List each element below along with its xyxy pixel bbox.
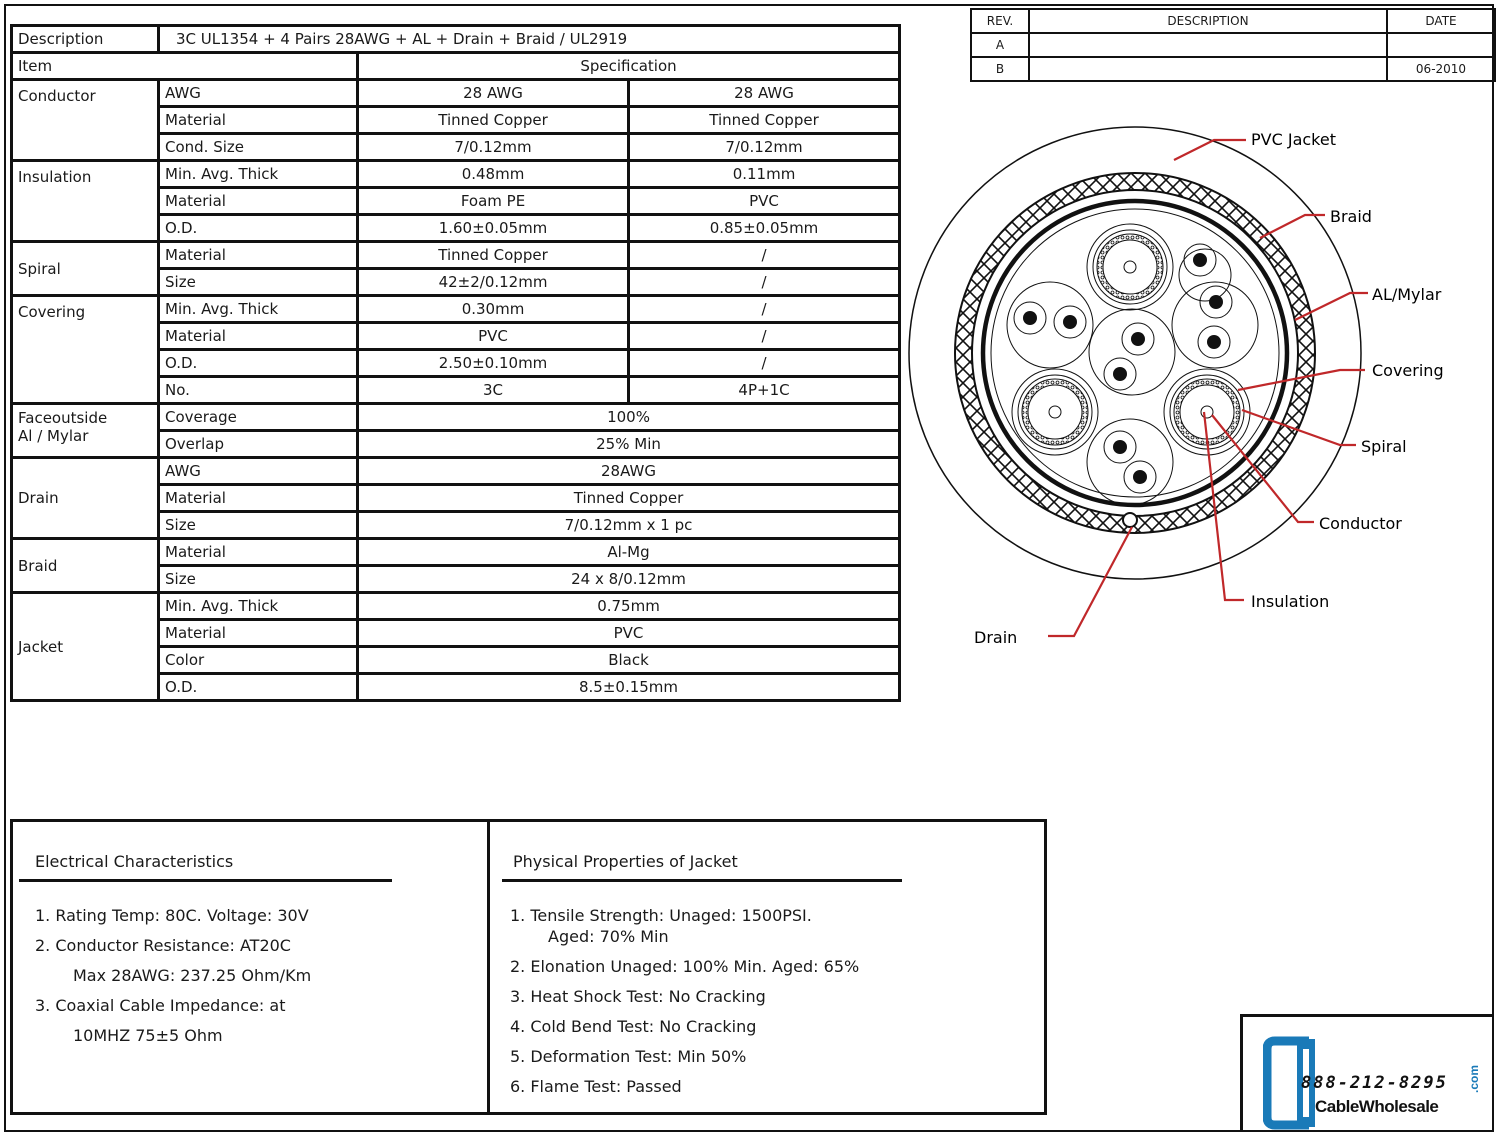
revision-header-row bbox=[971, 9, 1495, 33]
conductor-section-label: Conductor bbox=[12, 80, 159, 161]
physical-line: 1. Tensile Strength: Unaged: 1500PSI. bbox=[510, 906, 812, 925]
label-pvc-jacket: PVC Jacket bbox=[1251, 130, 1336, 149]
label-covering: Covering bbox=[1372, 361, 1444, 380]
rev-header: REV. bbox=[971, 9, 1029, 33]
row-label: Material bbox=[159, 107, 358, 134]
faceoutside-label-line1: Faceoutside bbox=[18, 409, 108, 427]
cell-value: / bbox=[629, 242, 900, 269]
cell-value: 8.5±0.15mm bbox=[358, 674, 900, 701]
cell-value: 0.30mm bbox=[358, 296, 629, 323]
row-label: Size bbox=[159, 566, 358, 593]
cell-value: PVC bbox=[358, 323, 629, 350]
electrical-title: Electrical Characteristics bbox=[35, 852, 234, 871]
cell-value: 28AWG bbox=[358, 458, 900, 485]
label-insulation: Insulation bbox=[1251, 592, 1330, 611]
row-label: AWG bbox=[159, 458, 358, 485]
covering-section-label: Covering bbox=[12, 296, 159, 404]
revision-row bbox=[971, 33, 1495, 57]
physical-line: 3. Heat Shock Test: No Cracking bbox=[510, 987, 766, 1006]
label-conductor: Conductor bbox=[1319, 514, 1402, 533]
cell-value: / bbox=[629, 296, 900, 323]
rev-description-cell bbox=[1029, 33, 1387, 57]
braid-section-label: Braid bbox=[12, 539, 159, 593]
row-label: Material bbox=[159, 620, 358, 647]
physical-properties-box bbox=[487, 819, 1047, 1115]
jacket-section-label: Jacket bbox=[12, 593, 159, 701]
row-label: No. bbox=[159, 377, 358, 404]
logo-brand: CableWholesale bbox=[1315, 1097, 1439, 1116]
cell-value: / bbox=[629, 323, 900, 350]
row-label: Size bbox=[159, 512, 358, 539]
row-label: Cond. Size bbox=[159, 134, 358, 161]
row-label: Min. Avg. Thick bbox=[159, 296, 358, 323]
cell-value: 24 x 8/0.12mm bbox=[358, 566, 900, 593]
electrical-line: Max 28AWG: 237.25 Ohm/Km bbox=[73, 966, 312, 985]
row-label: Color bbox=[159, 647, 358, 674]
row-label: AWG bbox=[159, 80, 358, 107]
cell-value: 7/0.12mm bbox=[358, 134, 629, 161]
drain-wire bbox=[1123, 513, 1137, 527]
cell-value: PVC bbox=[358, 620, 900, 647]
drain-section-label: Drain bbox=[12, 458, 159, 539]
coaxial-core-top bbox=[1087, 224, 1173, 310]
coaxial-core-left bbox=[1012, 369, 1098, 455]
faceoutside-section-label bbox=[12, 404, 159, 458]
electrical-characteristics-box bbox=[10, 819, 490, 1115]
item-header: Item bbox=[12, 53, 358, 80]
cell-value: Foam PE bbox=[358, 188, 629, 215]
rev-cell: B bbox=[971, 57, 1029, 81]
cell-value: Tinned Copper bbox=[358, 107, 629, 134]
revision-row bbox=[971, 57, 1495, 81]
physical-line: Aged: 70% Min bbox=[548, 927, 669, 946]
cell-value: 42±2/0.12mm bbox=[358, 269, 629, 296]
electrical-line: 3. Coaxial Cable Impedance: at bbox=[35, 996, 286, 1015]
logo-box bbox=[1240, 1014, 1492, 1130]
physical-title: Physical Properties of Jacket bbox=[513, 852, 738, 871]
cell-value: 100% bbox=[358, 404, 900, 431]
cell-value: Tinned Copper bbox=[358, 485, 900, 512]
electrical-line: 1. Rating Temp: 80C. Voltage: 30V bbox=[35, 906, 309, 925]
cell-value: 3C bbox=[358, 377, 629, 404]
electrical-title-rule bbox=[19, 879, 392, 882]
label-al-mylar: AL/Mylar bbox=[1372, 285, 1442, 304]
row-label: Material bbox=[159, 188, 358, 215]
row-label: Material bbox=[159, 485, 358, 512]
cell-value: Tinned Copper bbox=[629, 107, 900, 134]
row-label: O.D. bbox=[159, 350, 358, 377]
row-label: Min. Avg. Thick bbox=[159, 161, 358, 188]
description-label: Description bbox=[12, 26, 159, 53]
cell-value: Black bbox=[358, 647, 900, 674]
cell-value: PVC bbox=[629, 188, 900, 215]
electrical-line: 2. Conductor Resistance: AT20C bbox=[35, 936, 291, 955]
rev-date-cell bbox=[1387, 33, 1495, 57]
specification-table bbox=[10, 24, 901, 702]
physical-title-rule bbox=[502, 879, 902, 882]
cable-cross-section-diagram bbox=[900, 110, 1494, 670]
row-label: Min. Avg. Thick bbox=[159, 593, 358, 620]
cell-value: 0.11mm bbox=[629, 161, 900, 188]
cell-value: / bbox=[629, 350, 900, 377]
row-label: Material bbox=[159, 323, 358, 350]
cell-value: 1.60±0.05mm bbox=[358, 215, 629, 242]
row-label: Overlap bbox=[159, 431, 358, 458]
row-label: O.D. bbox=[159, 215, 358, 242]
label-braid: Braid bbox=[1330, 207, 1372, 226]
physical-line: 4. Cold Bend Test: No Cracking bbox=[510, 1017, 757, 1036]
cell-value: 0.75mm bbox=[358, 593, 900, 620]
rev-date-cell: 06-2010 bbox=[1387, 57, 1495, 81]
row-label: Material bbox=[159, 539, 358, 566]
row-label: Size bbox=[159, 269, 358, 296]
spiral-section-label: Spiral bbox=[12, 242, 159, 296]
rev-cell: A bbox=[971, 33, 1029, 57]
physical-line: 5. Deformation Test: Min 50% bbox=[510, 1047, 747, 1066]
label-spiral: Spiral bbox=[1361, 437, 1407, 456]
physical-line: 2. Elonation Unaged: 100% Min. Aged: 65% bbox=[510, 957, 860, 976]
cell-value: Al-Mg bbox=[358, 539, 900, 566]
cell-value: 28 AWG bbox=[358, 80, 629, 107]
electrical-line: 10MHZ 75±5 Ohm bbox=[73, 1026, 223, 1045]
cell-value: 7/0.12mm bbox=[629, 134, 900, 161]
cell-value: Tinned Copper bbox=[358, 242, 629, 269]
row-label: Coverage bbox=[159, 404, 358, 431]
revision-table bbox=[970, 8, 1496, 82]
cell-value: / bbox=[629, 269, 900, 296]
faceoutside-label-line2: Al / Mylar bbox=[18, 427, 89, 445]
date-header: DATE bbox=[1387, 9, 1495, 33]
row-label: Material bbox=[159, 242, 358, 269]
cell-value: 25% Min bbox=[358, 431, 900, 458]
cell-value: 0.48mm bbox=[358, 161, 629, 188]
rev-description-cell bbox=[1029, 57, 1387, 81]
row-label: O.D. bbox=[159, 674, 358, 701]
insulation-section-label: Insulation bbox=[12, 161, 159, 242]
description-header: DESCRIPTION bbox=[1029, 9, 1387, 33]
logo-phone: 888-212-8295 bbox=[1301, 1073, 1448, 1093]
specification-header: Specification bbox=[358, 53, 900, 80]
cell-value: 28 AWG bbox=[629, 80, 900, 107]
description-value: 3C UL1354 + 4 Pairs 28AWG + AL + Drain + Braid / UL2919 bbox=[159, 26, 900, 53]
cell-value: 2.50±0.10mm bbox=[358, 350, 629, 377]
logo-dotcom: .com bbox=[1467, 1065, 1481, 1094]
physical-line: 6. Flame Test: Passed bbox=[510, 1077, 682, 1096]
cell-value: 0.85±0.05mm bbox=[629, 215, 900, 242]
label-drain: Drain bbox=[974, 628, 1018, 647]
cell-value: 4P+1C bbox=[629, 377, 900, 404]
cell-value: 7/0.12mm x 1 pc bbox=[358, 512, 900, 539]
